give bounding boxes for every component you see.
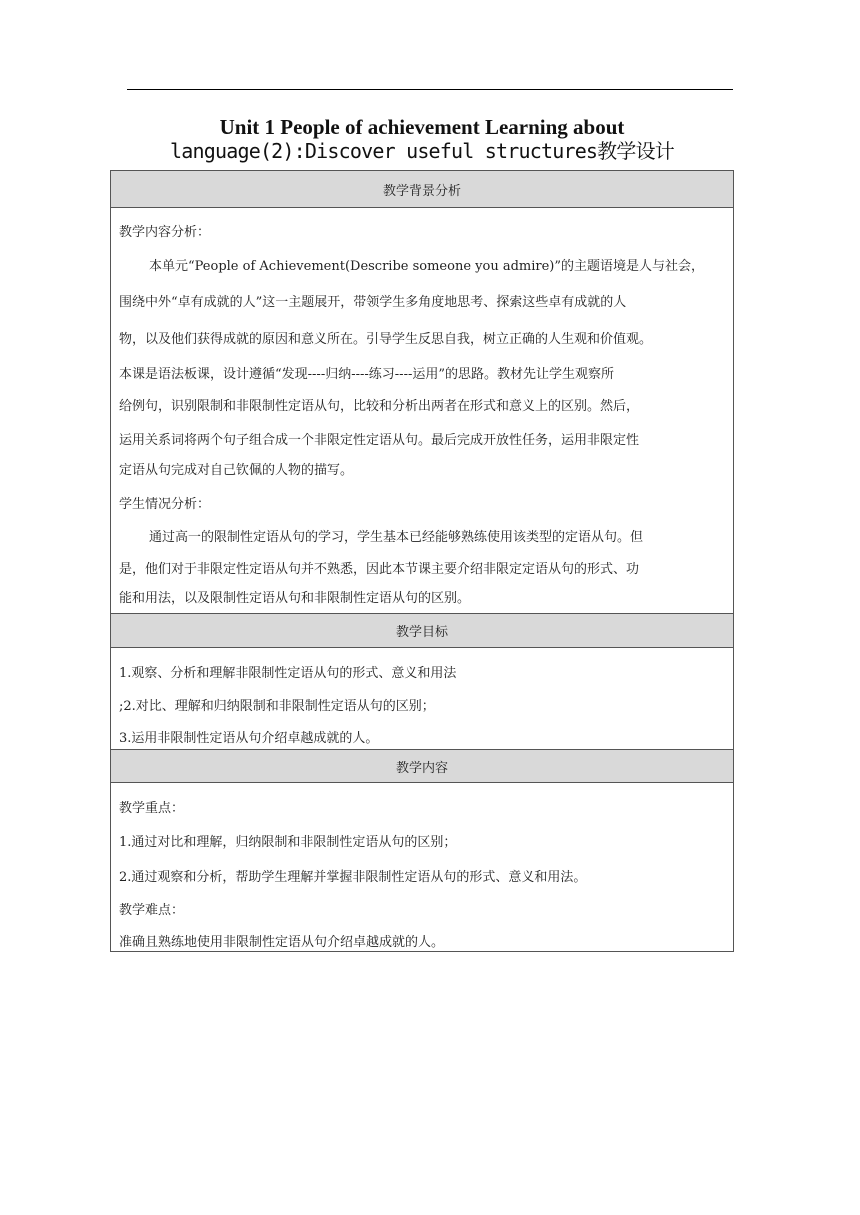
document-title-line2: language(2):Discover useful structures教学设计	[170, 139, 674, 163]
content-analysis-label: 教学内容分析：	[119, 225, 211, 240]
content-line: 定语从句完成对自己钦佩的人物的描写。	[119, 463, 354, 478]
student-line: 通过高一的限制性定语从句的学习，学生基本已经能够熟练使用该类型的定语从句。但	[149, 530, 644, 545]
key-point-line: 1.通过对比和理解，归纳限制和非限制性定语从句的区别；	[119, 835, 457, 850]
section-teaching-objectives	[111, 648, 733, 750]
objective-line: ;2.对比、理解和归纳限制和非限制性定语从句的区别；	[119, 699, 435, 714]
content-line: 本课是语法板课，设计遵循“发现----归纳----练习----运用”的思路。教材先让学生观察所	[119, 367, 615, 382]
header-rule	[127, 89, 733, 90]
section-header-background-analysis: 教学背景分析	[111, 171, 733, 208]
objective-line: 3.运用非限制性定语从句介绍卓越成就的人。	[119, 731, 379, 746]
key-points-label: 教学重点：	[119, 801, 185, 816]
section-header-teaching-content: 教学内容	[111, 750, 733, 783]
document-title-line1: Unit 1 People of achievement Learning about	[219, 115, 625, 139]
section-teaching-content	[111, 783, 733, 951]
content-line: 运用关系词将两个句子组合成一个非限定性定语从句。最后完成开放性任务，运用非限定性	[119, 433, 640, 448]
student-analysis-label: 学生情况分析：	[119, 497, 211, 512]
key-point-line: 2.通过观察和分析，帮助学生理解并掌握非限制性定语从句的形式、意义和用法。	[119, 870, 587, 885]
content-line: 给例句，识别限制和非限制性定语从句，比较和分析出两者在形式和意义上的区别。然后，	[119, 399, 640, 414]
difficulty-line: 准确且熟练地使用非限制性定语从句介绍卓越成就的人。	[119, 935, 445, 950]
lesson-plan-table	[110, 170, 734, 952]
content-line: 本单元“People of Achievement(Describe someone you admire)”的主题语境是人与社会，	[149, 259, 705, 274]
section-background-analysis	[111, 208, 733, 614]
content-line: 围绕中外“卓有成就的人”这一主题展开，带领学生多角度地思考、探索这些卓有成就的人	[119, 295, 627, 310]
student-line: 能和用法，以及限制性定语从句和非限制性定语从句的区别。	[119, 591, 471, 606]
objective-line: 1.观察、分析和理解非限制性定语从句的形式、意义和用法	[119, 666, 457, 681]
student-line: 是，他们对于非限定性定语从句并不熟悉，因此本节课主要介绍非限定定语从句的形式、功	[119, 562, 640, 577]
section-header-teaching-objectives: 教学目标	[111, 614, 733, 648]
difficulty-label: 教学难点：	[119, 903, 185, 918]
content-line: 物，以及他们获得成就的原因和意义所在。引导学生反思自我，树立正确的人生观和价值观。	[119, 332, 653, 347]
